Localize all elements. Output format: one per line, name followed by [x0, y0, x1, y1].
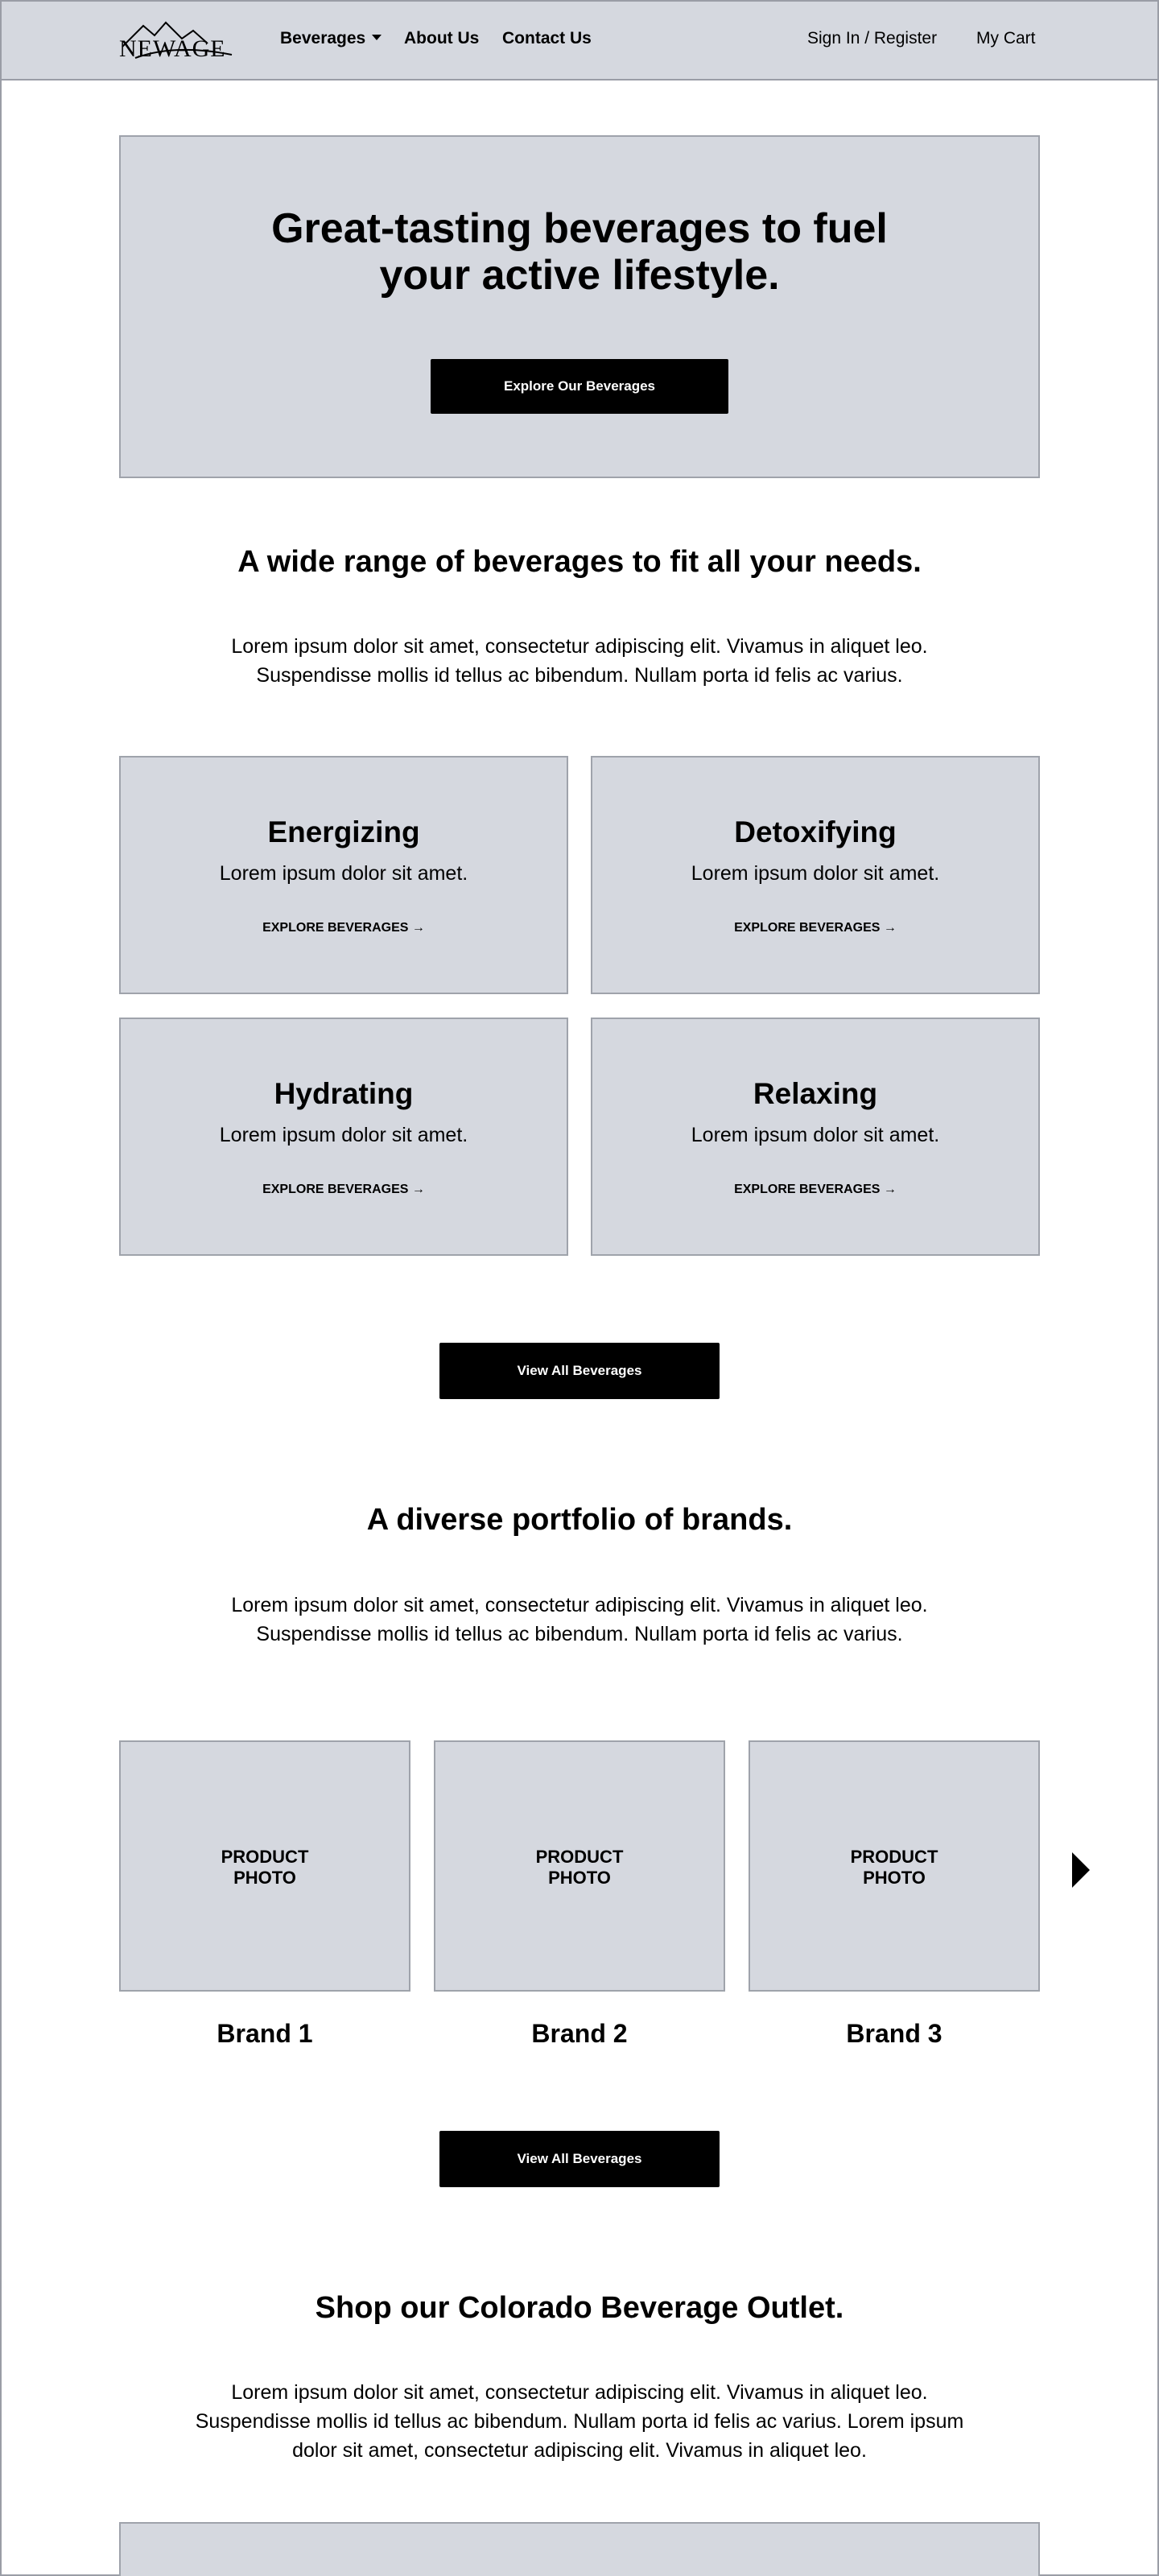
product-photo-label: PRODUCT PHOTO: [850, 1847, 938, 1888]
category-card-energizing: [119, 756, 568, 994]
brand-1-name[interactable]: Brand 1: [217, 2019, 313, 2048]
range-body-line-1: Lorem ipsum dolor sit amet, consectetur adipiscing elit. Vivamus in aliquet leo.: [231, 635, 928, 658]
nav-beverages[interactable]: [280, 29, 382, 48]
brands-body-line-1: Lorem ipsum dolor sit amet, consectetur adipiscing elit. Vivamus in aliquet leo.: [231, 1594, 928, 1616]
category-title: Energizing: [267, 815, 420, 848]
outlet-body-line-2: Suspendisse mollis id tellus ac bibendum. Nullam porta id felis ac varius. Lorem ipsum: [195, 2410, 964, 2433]
brand-1-product-photo[interactable]: [119, 1740, 410, 1992]
brand-3-name[interactable]: Brand 3: [846, 2019, 942, 2048]
range-section-title: A wide range of beverages to fit all your needs.: [237, 545, 922, 579]
hero-title: [119, 205, 1040, 299]
category-text: Lorem ipsum dolor sit amet.: [691, 1124, 940, 1146]
hero-banner: [119, 135, 1040, 478]
outlet-body-line-1: Lorem ipsum dolor sit amet, consectetur adipiscing elit. Vivamus in aliquet leo.: [231, 2381, 928, 2404]
outlet-section-body: [177, 2378, 982, 2465]
brand-2-name[interactable]: Brand 2: [531, 2019, 628, 2048]
range-body-line-2: Suspendisse mollis id tellus ac bibendum. Nullam porta id felis ac varius.: [256, 664, 903, 687]
brands-section-title: A diverse portfolio of brands.: [366, 1503, 793, 1537]
sign-in-register-link[interactable]: Sign In / Register: [807, 29, 938, 47]
explore-beverages-button[interactable]: Explore Our Beverages: [431, 359, 728, 414]
brands-section-body: [177, 1591, 982, 1649]
category-card-detoxifying: [591, 756, 1040, 994]
category-text: Lorem ipsum dolor sit amet.: [219, 862, 468, 885]
explore-beverages-link[interactable]: EXPLORE BEVERAGES →: [734, 1183, 897, 1196]
brand-3-product-photo[interactable]: [749, 1740, 1040, 1992]
category-card-relaxing: [591, 1018, 1040, 1256]
category-title: Detoxifying: [734, 815, 897, 848]
my-cart-link[interactable]: My Cart: [976, 29, 1036, 47]
range-section-body: [177, 632, 982, 690]
outlet-body-line-3: dolor sit amet, consectetur adipiscing elit. Vivamus in aliquet leo.: [292, 2439, 867, 2462]
explore-beverages-link[interactable]: EXPLORE BEVERAGES →: [262, 921, 425, 935]
brands-body-line-2: Suspendisse mollis id tellus ac bibendum. Nullam porta id felis ac varius.: [256, 1623, 903, 1645]
explore-beverages-link[interactable]: EXPLORE BEVERAGES →: [262, 1183, 425, 1196]
outlet-section-title: Shop our Colorado Beverage Outlet.: [315, 2291, 844, 2325]
logo[interactable]: [119, 19, 233, 61]
category-text: Lorem ipsum dolor sit amet.: [219, 1124, 468, 1146]
category-title: Relaxing: [753, 1077, 878, 1110]
product-photo-label: PRODUCT PHOTO: [221, 1847, 309, 1888]
logo-text: NEWAGE: [119, 35, 226, 62]
carousel-next-arrow-icon[interactable]: [1072, 1852, 1090, 1888]
view-all-beverages-button[interactable]: View All Beverages: [439, 1343, 720, 1399]
nav-about-us[interactable]: About Us: [404, 29, 480, 47]
view-all-beverages-button-2[interactable]: View All Beverages: [439, 2131, 720, 2187]
outlet-banner: [119, 2522, 1040, 2576]
caret-down-icon: [372, 35, 382, 40]
category-text: Lorem ipsum dolor sit amet.: [691, 862, 940, 885]
explore-beverages-link[interactable]: EXPLORE BEVERAGES →: [734, 921, 897, 935]
nav-contact-us[interactable]: Contact Us: [502, 29, 592, 47]
hero-title-line-1: Great-tasting beverages to fuel: [271, 205, 888, 252]
brand-2-product-photo[interactable]: [434, 1740, 725, 1992]
category-card-hydrating: [119, 1018, 568, 1256]
hero-title-line-2: your active lifestyle.: [379, 252, 780, 299]
product-photo-label: PRODUCT PHOTO: [535, 1847, 624, 1888]
nav-beverages-label: Beverages: [280, 29, 366, 47]
category-title: Hydrating: [274, 1077, 414, 1110]
